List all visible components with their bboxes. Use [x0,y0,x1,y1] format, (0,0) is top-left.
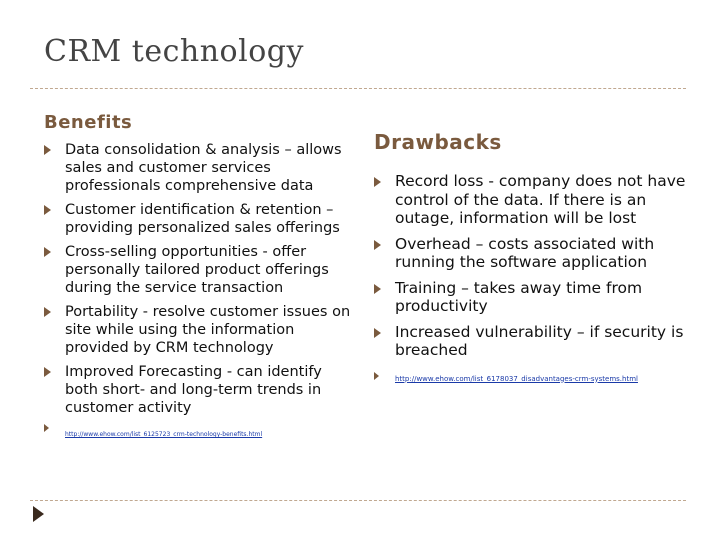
triangle-bullet-icon [374,240,381,250]
list-item [374,172,694,228]
next-arrow-icon[interactable] [33,506,44,522]
drawbacks-heading: Drawbacks [374,130,502,154]
list-item [44,141,354,195]
drawbacks-list [374,172,694,392]
triangle-bullet-icon [44,307,51,317]
list-item [44,201,354,237]
list-item-text: Record loss - company does not have control of the data. If there is an outage, information will be lost [395,172,686,227]
triangle-bullet-icon [374,328,381,338]
list-item-link [374,367,694,386]
list-item [44,243,354,297]
list-item-text: Increased vulnerability – if security is breached [395,322,684,359]
footer-divider [30,500,686,501]
list-item-text: Improved Forecasting - can identify both short- and long-term trends in customer activity [65,364,322,416]
list-item [374,279,694,316]
triangle-bullet-icon [44,205,51,215]
list-item [374,235,694,272]
triangle-bullet-icon [44,424,49,432]
list-item [44,363,354,417]
benefits-list [44,141,354,447]
triangle-bullet-icon [44,247,51,257]
benefits-source-link[interactable]: http://www.ehow.com/list_6125723_crm-technology-benefits.html [65,431,263,438]
list-item-text: Data consolidation & analysis – allows sales and customer services professionals comprehensive data [65,142,342,194]
benefits-heading: Benefits [44,112,133,133]
list-item-text: Overhead – costs associated with running the software application [395,234,655,271]
list-item [374,323,694,360]
list-item-text: Customer identification & retention – providing personalized sales offerings [65,202,340,236]
list-item [44,303,354,357]
title-divider [30,88,686,89]
triangle-bullet-icon [44,145,51,155]
list-item-text: Cross-selling opportunities - offer personally tailored product offerings during the service transaction [65,244,329,296]
list-item-link [44,423,354,441]
triangle-bullet-icon [374,177,381,187]
list-item-text: Training – takes away time from productivity [395,278,643,315]
triangle-bullet-icon [374,284,381,294]
triangle-bullet-icon [44,367,51,377]
drawbacks-source-link[interactable]: http://www.ehow.com/list_6178037_disadvantages-crm-systems.html [395,374,638,383]
slide-title: CRM technology [44,34,304,69]
triangle-bullet-icon [374,372,379,380]
list-item-text: Portability - resolve customer issues on site while using the information provided by CRM technology [65,304,351,356]
